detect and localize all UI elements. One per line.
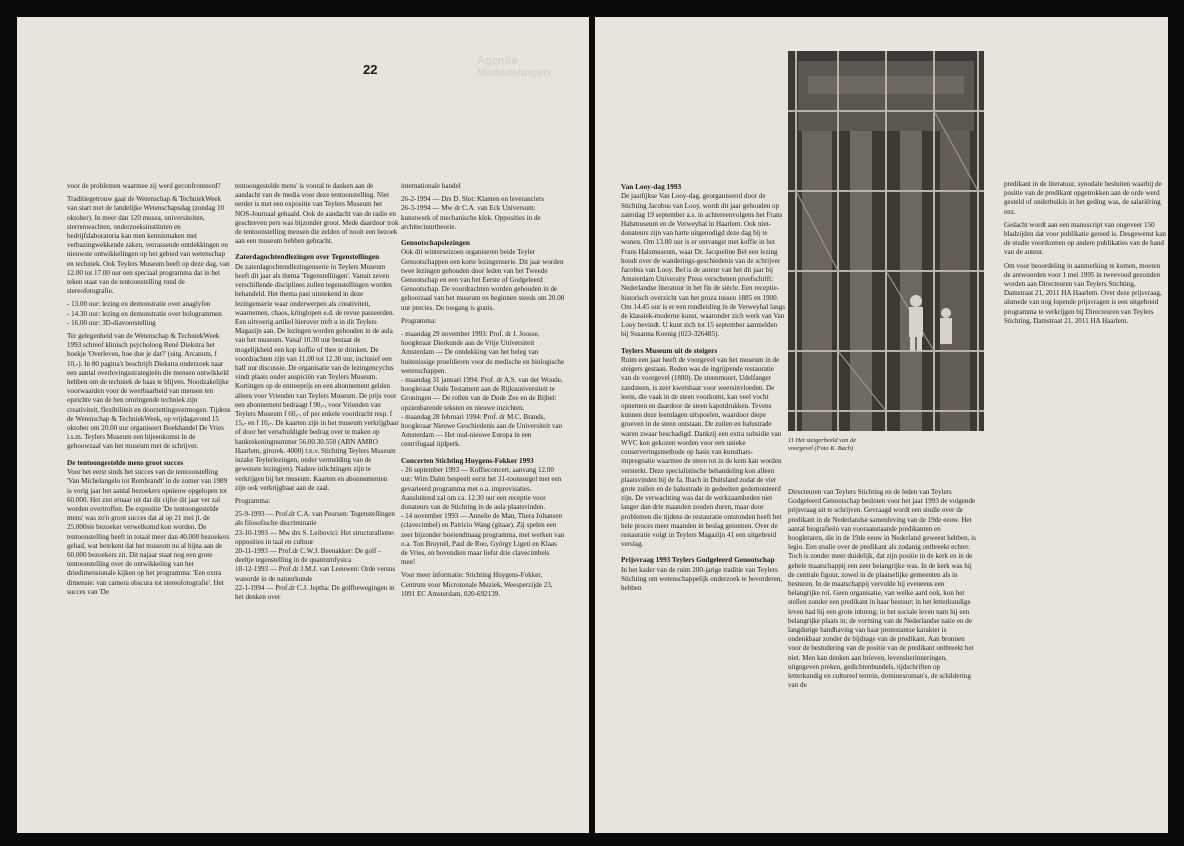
paragraph: Om voor beoordeling in aanmerking te komen, moeten de antwoorden voor 1 mei 1995 in tweevoud gezonden worden aan Directeuren van Teylers Stichting, Damstraat 21, 2011 HA Haarlem. Over deze prijsvraag, alsmede van nog lopende prijsvragen is een uitgebreid programma te verkrijgen bij Directeuren van Teylers Stichting, Damstraat 21, 2011 HA Haarlem. [1004, 261, 1162, 325]
program-item: 18-12-1993 — Prof.dr J.M.J. van Leeuwen: Orde versus wanorde in de natuurkunde [235, 565, 396, 583]
text-column-1 [67, 182, 231, 601]
section-heading: Genootschapslezingen [401, 238, 470, 248]
paragraph: Directeuren van Teylers Stichting en de leden van Teylers Godgeleerd Genootschap besloten voor het jaar 1993 de volgende prijsvraag uit te schrijven. Gevraagd wordt een studie over de predikant in de Nederlandse samenleving van de 19de eeuw. Het aantal biografieën van vooraanstaande predikanten en hoogleraren, die in de 19de eeuw in Nederland geweest hebben, is legio. Een studie over de predikant als zodanig ontbreekt echter. Toch is zonder meer duidelijk, dat zijn positie in de kerk en in de gehele maatschappij een zeer belangrijke was. In de kerk was hij de centrale figuur, zowel in de plaatselijke gemeenten als in besturen. In de maatschappij vervulde hij eveneens een belangrijke rol. Geen organisatie, van welke aard ook, kon het stellen zonder een predikant in haar bestuur; in het letterkundige leven had hij een grote inbreng; in het sociale leven nam hij een belangrijke plaats in; de vorming van de Nederlandse natie en de langdurige handhaving van haar protestantse karakter is ondenkbaar zonder de bijdrage van de predikant. Aan bronnen voor de bestudering van de positie van de predikant ontbreekt het niet. Men kan denken aan brieven, levensherinneringen, uitgegeven preken, gedichtenbundels, tijdschriften op letterkundig en cultureel terrein, dominesroman's, de schildering van de [788, 488, 976, 690]
section-heading: Prijsvraag 1993 Teylers Godgeleerd Genootschap [621, 555, 775, 565]
program-item: - maandag 31 januari 1994: Prof. dr A.S. van der Woude, hoogleraar Oude Testament aan de Rijksuniversiteit te Groningen — De rollen van de Dode Zee en de Bijbel: opzienbarende teksten en nieuwe inzichten. [401, 376, 563, 412]
program-item: - maandag 28 februari 1994: Prof. dr M.C. Brands, hoogleraar Nieuwe Geschiedenis aan de Universiteit van Amsterdam — Het oud-nieuwe Europa in een centrifugaal tijdperk. [401, 412, 563, 449]
paragraph: internationale handel [401, 182, 461, 190]
program-label: Programma: [401, 316, 437, 325]
paragraph: Ter gelegenheid van de Wetenschap & TechniekWeek 1993 schreef klinisch psycholoog René Diekstra het boekje 'Overleven, hoe doe je dat?' (uitg. Arcanum, f 10,-). In 80 pagina's beschrijft Diekstra onderzoek naar een aantal overlevingsstrategieën die mensen ontwikkeld hebben om de techniek de baas te blijven. Noodzakelijke voorwaarden voor de weerbaarheid van mensen ten opzichte van de hen omringende techniek zijn creativiteit, flexibiliteit en doorzettingsvermogen. Tijdens de Wetenschap & TechniekWeek, op vrijdagavond 15 oktober om 20.00 uur organiseert Boekhandel De Vries i.s.m. Teylers Museum een bijeenkomst in de gebouwzaal van het museum met de schrijver. [67, 332, 231, 451]
text-column-2 [788, 488, 976, 694]
program-item: 23-10-1993 — Mw drs S. Leibovici: Het structuralisme: opposities in taal en cultuur [235, 528, 395, 546]
section-heading: De tentoongestelde mens groot succes [67, 457, 184, 467]
paragraph: De zaterdagochtendlezingenserie in Teylers Museum heeft dit jaar als thema 'Tegenstellingen'. Vanuit zeven verschillende disciplines zullen tegenstellingen worden behandeld. Het thema past uitstekend in deze lezingenserie waar onderwerpen als creativiteit, waarnemen, chaos, kringlopen e.d. de revue passeerden. Een uitvoerig artikel hierover treft u in dit Teylers Magazijn aan. De lezingen worden gehouden in de aula van het museum. Vanaf 10.30 uur bestaat de mogelijkheid een kop koffie of thee te drinken. De voordrachten zijn van 11.00 tot 12.30 uur, inclusief een half uur discussie. De organisatie van de lezingencyclus vindt plaats onder auspiciën van Teylers Museum. Kortingen op de entreeprijs en een abonnement gelden alleen voor Vrienden van Teylers Museum. De prijs voor een abonnement bedraagt f 90,-, voor Vrienden van Teylers Museum f 60,-, of per enkele voordracht resp. f 15,- en f 10,-. De kaarten zijn in het museum verkrijgbaar of door het verschuldigde bedrag over te maken op bankrekeningnummer 56.00.30.550 (ABN AMRO Haarlem, girorek. 4000) t.n.v. Stichting Teylers Museum inzake Teylerlezingen, onder vermelding van de gewenste lezing(en). Nadere inlichtingen zijn te verkrijgen bij het museum. Kaarten en abonnementen zijn ook verkrijgbaar aan de zaal. [235, 262, 399, 492]
program-list [401, 330, 565, 450]
program-item: 26-3-1994 — Mw dr C.A. van Eck Universum: kunstwerk of mechanische klok. Opposities in de architectuurtheorie. [401, 204, 541, 231]
paragraph: In het kader van de ruim 200-jarige traditie van Teylers Stichting om wetenschappelijk onderzoek te bevorderen, hebben [621, 565, 783, 593]
paragraph: Ruim een jaar heeft de voorgevel van het museum in de steigers gestaan. Reden was de ingrijpende restauratie van de voorgevel (1880). De steenmoort, Udelfanger zandsteen, is zeer kwetsbaar voor weersinvloeden. De leem, die vaak in de steen voorkomt, kan veel vocht opnemen en daardoor de steen kapotdrukken. Tevens kunnen deze leemlagen uitspoelen, waardoor diepe groeven in de steen ontstaan. De zuilen en balustrade waren zwaar beschadigd. Dankzij een extra subsidie van WVC kon gekozen worden voor een unieke conserveringsmethode op basis van kunsthars-impregnatie waarmee de steen tot in de kern kan worden versterkt. Deze specialistische behandeling kon alleen plaatsvinden bij de fa. Ibach in Duitsland zodat de vier grote zuilen en de balustrade in gedeelten gedemonteerd zijn. De verwachting was dat de werkzaamheden niet langer dan drie maanden zouden duren, maar door problemen die tijdens de restauratie ontstonden heeft het hele proces meer maanden in beslag genomen. Over de restauratie volgt in Teylers Magazijn 41 een uitgebreid verslag. [621, 356, 782, 549]
right-page [595, 17, 1168, 833]
program-item: 25-9-1993 — Prof.dr C.A. van Peursen: Tegenstellingen als filosofische discriminatie [235, 510, 395, 528]
program-item: - 16.00 uur: 3D-diavoorstelling [67, 318, 156, 327]
paragraph: Traditiegetrouw gaat de Wetenschap & TechniekWeek van start met de landelijke Wetenschapsdag (zondag 10 oktober). In meer dan 120 musea, universiteiten, sterrenwachten, onderzoeksinstituten en bedrijfslaboratoria kan men kennismaken met verbazingwekkende zaken, verrassende ontdekkingen en nieuwste ontwikkelingen op het gebied van wetenschap en techniek. Ook Teylers Museum heeft op deze dag, van 12.00 tot 17.00 uur een speciaal programma dat in het teken staat van de tentoonstelling rond de stereofotografie. [67, 195, 230, 296]
paragraph: Gedacht wordt aan een manuscript van ongeveer 150 bladzijden dat voor publikatie gereed is. Desgewenst kan de studie voortkomen op andere publikaties van de hand van de auteur. [1004, 220, 1166, 257]
program-list [235, 510, 399, 602]
left-page [17, 17, 589, 833]
program-list [401, 195, 565, 232]
text-column-3 [1004, 180, 1166, 330]
program-list [67, 300, 231, 328]
paragraph: Ook dit winterseizoen organiseren beide Teyler Genootschappen een korte lezingenserie. Dit jaar worden twee lezingen gehouden door leden van het Tweede Genootschap en een van het Eerste of Godgeleerd Genootschap. De voordrachten worden gehouden in de gehoorzaal van het museum en beginnen steeds om 20.00 uur precies. De toegang is gratis. [401, 248, 565, 312]
program-list [401, 466, 565, 567]
text-column-1 [621, 182, 785, 597]
scaffolding-illustration [788, 51, 984, 431]
ghost-header [477, 55, 550, 79]
section-heading: Concerten Stichting Huygens-Fokker 1993 [401, 455, 534, 465]
program-item: 22-1-1994 — Prof.dr C.J. Jeptha: De golfbewegingen in het denken over [235, 583, 395, 601]
program-item: - maandag 29 november 1993: Prof. dr J. Joosse, hoogleraar Dierkunde aan de Vrije Universiteit Amsterdam — De ontdekking van het beleg van buitenissige proefdieren voor de medische en biologische wetenschappen. [401, 330, 565, 375]
program-item: - 13.00 uur: lezing en demonstratie over anaglyfen [67, 300, 211, 309]
program-item: - 14.30 uur: lezing en demonstratie over hologrammen [67, 309, 222, 318]
ghost-header-line: Mededelingen [477, 67, 551, 79]
program-label: Programma: [235, 496, 271, 505]
photo-caption: 11 Het steigerbeeld van de voorgevel (Foto K. Bach) [788, 437, 857, 452]
text-column-2 [235, 182, 399, 606]
ghost-header-line: Agenda [477, 55, 518, 67]
page-number: 22 [363, 62, 378, 77]
section-heading: Zaterdagochtendlezingen over Tegenstellingen [235, 252, 380, 262]
program-item: - 14 november 1993 — Annelie de Man, Thera Johansen (clavecimbel) en Patricio Wang (gitaar). Zij spelen een zeer bijzonder boeiendmaag programma, met werken van o.a. Ton Bruynèl, Paul de Roo, György Ligeti en Klaas de Vries, en bovendien maar liefst drie clavecimbels mee! [401, 512, 565, 567]
paragraph: voor de problemen waarmee zij werd geconfronteerd? [67, 182, 221, 190]
program-item: - 26 september 1993 — Koffieconcert, aanvang 12.00 uur: Wim Dalm bespeelt eerst het 31-toonsorgel met een gevarieerd programma met o.a. improvisaties. Aansluitend zal om ca. 12.30 uur een receptie voor donateurs van de Stichting in de aula plaatsvinden. [401, 466, 562, 511]
section-heading: Van Looy-dag 1993 [621, 182, 682, 191]
paragraph: De jaarlijkse Van Looy-dag, georganiseerd door de Stichting Jacobus van Looy, wordt dit jaar gehouden op zaterdag 19 september a.s. in achtereenvolgens het Frans Halsmuseum en de Verweyhal in Haarlem. Ook niet-donateurs zijn van harte uitgenodigd deze dag bij te wonen. Om 13.00 uur is er ontvangst met koffie in het Frans Halsmuseum, waar Dr. Jacqueline Bel een lezing houdt over de wanderings-geschiedenis van de schrijver Jacobus van Looy. Bel is de auteur van het dit jaar bij Amsterdam University Press verschenen proefschrift: Nederlandse literatuur in het fin de siècle. Een receptie-historisch overzicht van het proza tussen 1885 en 1900. Om 14.45 uur is er een rondleiding in de Verweyhal langs de klassiek-moderne kunst, waaronder zich werk van Van Looy bevindt. U kunt zich tot 15 september aanmelden bij Susanna Koenig (023-326485). [621, 192, 785, 339]
program-item: 20-11-1993 — Prof.dr C.W.J. Beenakker: De golf - deeltje tegenstelling in de quantumfysica [235, 546, 381, 565]
paragraph: predikant in de literatuur, synodale besluiten waarbij de positie van de predikant opgetrokken aan de orde werd gesteld of onderbuikis in het geding was, de salariëring enz. [1004, 180, 1162, 216]
program-item: 26-2-1994 — Drs D. Slot: Klanten en leveranciers [401, 195, 545, 204]
paragraph: Voor het eerst sinds het succes van de tentoonstelling 'Van Michelangelo tot Rembrandt' in de zomer van 1989 is vorig jaar het aantal bezoekers opnieuw opgelopen tot 60.000. Het ziet ernaar uit dat dit cijfer dit jaar ver zal worden overtroffen. De expositie 'De tentoongestelde mens' was zo'n groot succes dat al op 21 mei jl. de 25.000ste bezoeker verwelkomd kon worden. De tentoonstelling heeft in totaal meer dan 40.000 bezoekers gehad, wat betekent dat het museum nu al bijna aan de 60.000 bezoekers zit. Dit najaar staat nog een grote tentoonstelling over de ontwikkeling van het driedimensionale kijken op het programma: 'Een extra dimensie: van camera obscura tot stereofotografie'. Het succes van 'De [67, 468, 230, 596]
paragraph: Voor meer informatie: Stichting Huygens-Fokker, Centrum voor Microtonale Muziek, Weesperzijde 23, 1091 EC Amsterdam, 020-692139. [401, 571, 553, 598]
paragraph: tentoongestelde mens' is vooral te danken aan de aandacht van de media voor deze tentoonstelling. Niet eerder is met een expositie van Teylers Museum het NOS-Journaal gehaald. Ook de aandacht van de radio en geschreven pers was bijzonder groot. Mede daardoor trok de tentoonstelling mensen die zelden of nooit een bezoek aan een museum hebben gebracht. [235, 182, 399, 246]
text-column-3 [401, 182, 565, 603]
section-heading: Teylers Museum uit de steigers [621, 345, 718, 355]
scaffolding-photo [788, 51, 984, 431]
